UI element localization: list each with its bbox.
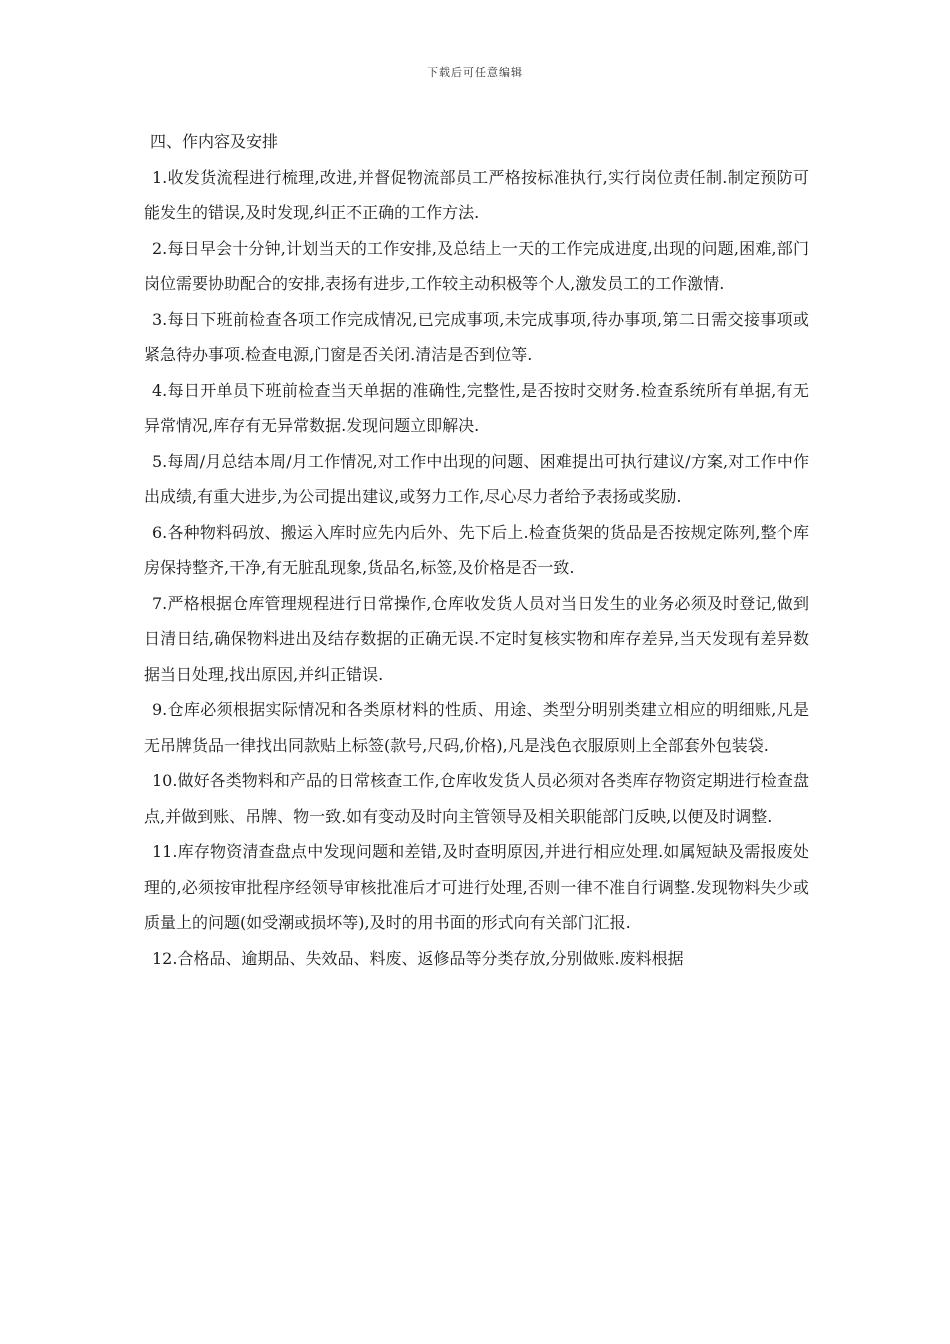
section-title: 四、作内容及安排: [150, 132, 279, 151]
paragraph-5: 5.每周/月总结本周/月工作情况,对工作中出现的问题、困难提出可执行建议/方案,对工作中作出成绩,有重大进步,为公司提出建议,或努力工作,尽心尽力者给予表扬或奖励.: [144, 451, 809, 506]
paragraph-3: 3.每日下班前检查各项工作完成情况,已完成事项,未完成事项,待办事项,第二日需交接事项或紧急待办事项.检查电源,门窗是否关闭.清洁是否到位等.: [144, 309, 809, 364]
paragraph-7: 7.严格根据仓库管理规程进行日常操作,仓库收发货人员对当日发生的业务必须及时登记,做到日清日结,确保物料进出及结存数据的正确无误.不定时复核实物和库存差异,当天发现有差异数据当日处理,找出原因,并纠正错误.: [144, 593, 809, 684]
paragraph-10: 10.做好各类物料和产品的日常核查工作,仓库收发货人员必须对各类库存物资定期进行检查盘点,并做到账、吊牌、物一致.如有变动及时向主管领导及相关职能部门反映,以便及时调整.: [144, 771, 809, 826]
paragraph-11: 11.库存物资清查盘点中发现问题和差错,及时查明原因,并进行相应处理.如属短缺及需报废处理的,必须按审批程序经领导审核批准后才可进行处理,否则一律不准自行调整.发现物料失少或质量上的问题(如受潮或损坏等),及时的用书面的形式向有关部门汇报.: [144, 842, 809, 932]
paragraph-9: 9.仓库必须根据实际情况和各类原材料的性质、用途、类型分明别类建立相应的明细账,凡是无吊牌货品一律找出同款贴上标签(款号,尺码,价格),凡是浅色衣服原则上全部套外包装袋.: [144, 700, 809, 755]
paragraph-1: 1.收发货流程进行梳理,改进,并督促物流部员工严格按标准执行,实行岗位责任制.制定预防可能发生的错误,及时发现,纠正不正确的工作方法.: [144, 167, 809, 222]
paragraph-2: 2.每日早会十分钟,计划当天的工作安排,及总结上一天的工作完成进度,出现的问题,困难,部门岗位需要协助配合的安排,表扬有进步,工作较主动积极等个人,激发员工的工作激情.: [144, 238, 809, 293]
document-body: [144, 124, 809, 976]
page-header: 下载后可任意编辑: [427, 66, 523, 79]
paragraph-4: 4.每日开单员下班前检查当天单据的准确性,完整性,是否按时交财务.检查系统所有单据,有无异常情况,库存有无异常数据.发现问题立即解决.: [144, 380, 809, 435]
paragraph-12: 12.合格品、逾期品、失效品、料废、返修品等分类存放,分别做账.废料根据: [152, 948, 684, 968]
paragraph-6: 6.各种物料码放、搬运入库时应先内后外、先下后上.检查货架的货品是否按规定陈列,整个库房保持整齐,干净,有无脏乱现象,货品名,标签,及价格是否一致.: [144, 522, 809, 577]
